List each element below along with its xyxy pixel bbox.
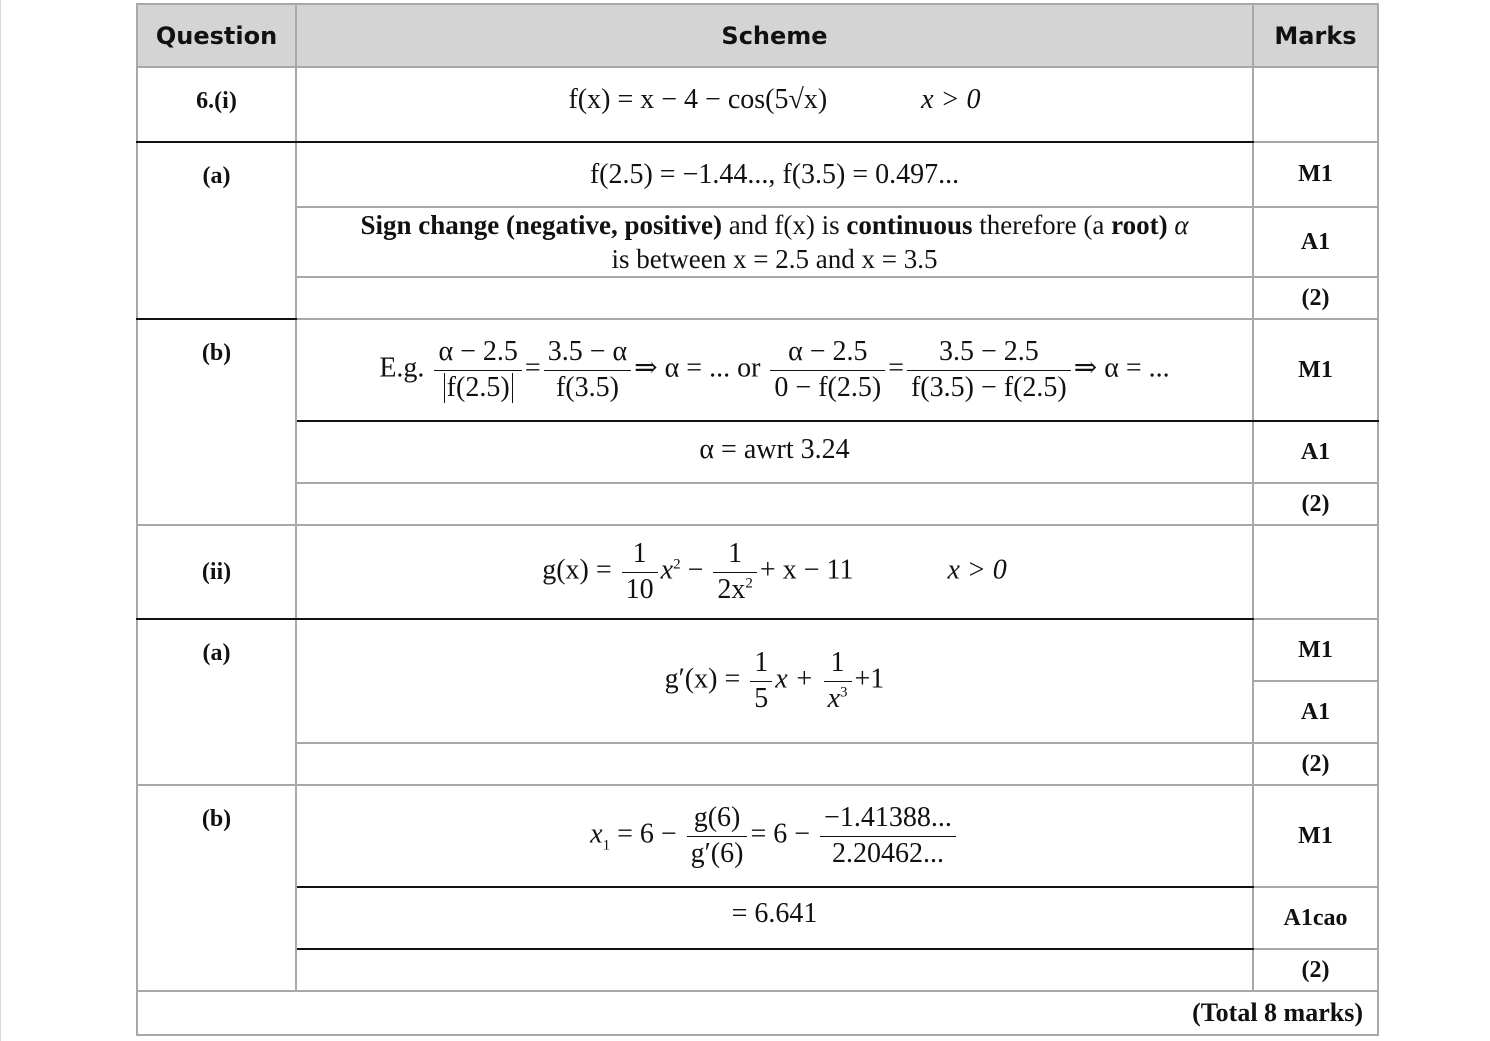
scheme-6iib-method (296, 785, 1253, 887)
row-6iia-1 (137, 619, 1378, 681)
f-domain: x > 0 (921, 84, 981, 115)
scheme-6iib-blank (296, 949, 1253, 991)
question-6iia-label: (a) (137, 619, 296, 785)
fx-text: f(x) (774, 210, 815, 240)
row-6iib-3 (137, 949, 1378, 991)
g-fraction-2-den (713, 573, 757, 606)
nr-eq-2: = 6 − (750, 818, 811, 850)
alpha-symbol: α (1174, 210, 1189, 240)
question-6ib-label: (b) (137, 319, 296, 525)
scheme-6ib-method: E.g. $\frac{\alpha - 2.5}{f(2.5)}$ = $\frac{3.5 - \alpha}{f(3.5)}$ ⇒ α = ... or $\frac{\alpha - 2.5}{0 - f(2.5)}$ = $\frac{3.5 - 2.5}{f(3.5) - f(2.5)}$ ⇒ α = ... (296, 319, 1253, 421)
mark-6ib-a1: A1 (1253, 421, 1378, 483)
scheme-6iia-derivative (296, 619, 1253, 743)
scheme-6ib-blank (296, 483, 1253, 525)
fraction-3-den: 0 − f(2.5) (774, 371, 882, 403)
mark-6iia-a1: A1 (1253, 681, 1378, 743)
or-text: or (737, 352, 761, 384)
gprime-fraction-2 (824, 648, 852, 715)
row-6ib-3 (137, 483, 1378, 525)
fraction-4 (907, 337, 1071, 404)
mark-6ia-a1: A1 (1253, 207, 1378, 277)
mark-6iia-total: (2) (1253, 743, 1378, 785)
total-row (137, 991, 1378, 1035)
scheme-6ia-explanation (296, 207, 1253, 277)
question-6ia-label: (a) (137, 142, 296, 319)
row-6ib-1 (137, 319, 1378, 421)
g-fraction-2-den-base: 2x (717, 573, 746, 605)
row-6ia-1 (137, 142, 1378, 207)
header-row (137, 4, 1378, 67)
g-lhs: g(x) = (542, 554, 612, 586)
row-6ii (137, 525, 1378, 619)
fraction-4-den: f(3.5) − f(2.5) (910, 371, 1067, 403)
gprime-fraction-1-num: 1 (750, 648, 772, 682)
gprime-fraction-2-den-exp: 3 (840, 684, 848, 701)
row-6iia-3 (137, 743, 1378, 785)
nr-fraction-1 (687, 803, 748, 870)
mark-6iib-total: (2) (1253, 949, 1378, 991)
scheme-6iib-answer: = 6.641 (296, 887, 1253, 949)
gprime-fraction-2-num: 1 (824, 648, 852, 682)
scheme-6ii (296, 525, 1253, 619)
is-text: is (821, 210, 840, 240)
gprime-rest: +1 (854, 663, 885, 695)
question-header: Question (137, 4, 296, 67)
nr-fraction-2 (820, 803, 956, 870)
between-text: is between x = 2.5 and x = 3.5 (611, 244, 938, 274)
fraction-1-den (434, 371, 521, 404)
row-6ib-2 (137, 421, 1378, 483)
gprime-fraction-1-den: 5 (754, 682, 769, 714)
root-text: root) (1111, 210, 1168, 240)
gprime-lhs: g′(x) = (664, 663, 741, 695)
implies-1: ⇒ α = ... (634, 352, 731, 384)
scheme-6i (296, 67, 1253, 142)
marks-6i (1253, 67, 1378, 142)
mark-6ib-m1: M1 (1253, 319, 1378, 421)
gprime-x-term: x + (775, 663, 814, 695)
mark-6iia-m1: M1 (1253, 619, 1378, 681)
marks-6ii (1253, 525, 1378, 619)
question-6ii-label: (ii) (137, 525, 296, 619)
scheme-6ia-values: f(2.5) = −1.44..., f(3.5) = 0.497... (296, 142, 1253, 207)
implies-2: ⇒ α = ... (1073, 352, 1170, 384)
therefore-text: therefore (a (979, 210, 1105, 240)
g-domain: x > 0 (947, 554, 1007, 586)
fraction-3 (770, 337, 885, 404)
continuous-text: continuous (846, 210, 973, 240)
row-6i (137, 67, 1378, 142)
fraction-1-num: α − 2.5 (434, 337, 521, 371)
g-fraction-1 (622, 539, 658, 606)
g-fraction-2-den-exp: 2 (745, 575, 753, 592)
g-x-exponent: 2 (673, 556, 681, 573)
gprime-fraction-2-den (824, 682, 852, 715)
nr-fraction-1-num: g(6) (687, 803, 748, 837)
row-6ia-3 (137, 277, 1378, 319)
question-6iib-label: (b) (137, 785, 296, 991)
fraction-2 (544, 337, 631, 404)
fraction-3-num: α − 2.5 (770, 337, 885, 371)
nr-eq-1: = 6 − (617, 818, 677, 850)
gprime-fraction-1 (750, 648, 772, 715)
fraction-4-num: 3.5 − 2.5 (907, 337, 1071, 371)
g-fraction-1-num: 1 (622, 539, 658, 573)
g-rest: + x − 11 (759, 554, 854, 586)
f-definition: f(x) = x − 4 − cos(5√x) (568, 84, 828, 115)
marks-header: Marks (1253, 4, 1378, 67)
g-minus: − (687, 554, 704, 586)
row-6iib-2 (137, 887, 1378, 949)
eg-text: E.g. (379, 352, 425, 384)
scheme-header: Scheme (296, 4, 1253, 67)
mark-6ib-total: (2) (1253, 483, 1378, 525)
x1-symbol: x (590, 818, 603, 850)
page-edge (0, 0, 1, 1041)
fraction-1-den-abs: f(2.5) (444, 373, 513, 404)
g-fraction-1-den: 10 (625, 573, 654, 605)
mark-6ia-total: (2) (1253, 277, 1378, 319)
scheme-6ia-blank (296, 277, 1253, 319)
x1-subscript: 1 (602, 837, 611, 854)
scheme-6iia-blank (296, 743, 1253, 785)
nr-fraction-2-num: −1.41388... (820, 803, 956, 837)
fraction-1 (434, 337, 521, 404)
nr-fraction-2-den: 2.20462... (831, 837, 944, 869)
mark-6iib-a1: A1cao (1253, 887, 1378, 949)
mark-6iib-m1: M1 (1253, 785, 1378, 887)
fraction-2-num: 3.5 − α (544, 337, 631, 371)
g-x-term: x (660, 554, 674, 586)
row-6iib-1 (137, 785, 1378, 887)
g-fraction-2-num: 1 (713, 539, 757, 573)
sign-change-text: Sign change (negative, positive) (360, 210, 722, 240)
mark-scheme-table (136, 3, 1379, 1036)
scheme-6ib-answer: α = awrt 3.24 (296, 421, 1253, 483)
row-6ia-2 (137, 207, 1378, 277)
nr-fraction-1-den: g′(6) (690, 837, 744, 869)
and-text: and (728, 210, 768, 240)
gprime-fraction-2-den-base: x (827, 682, 841, 714)
fraction-2-den: f(3.5) (555, 371, 619, 403)
question-6i-label: 6.(i) (137, 67, 296, 142)
mark-6ia-m1: M1 (1253, 142, 1378, 207)
g-fraction-2 (713, 539, 757, 606)
grand-total: (Total 8 marks) (137, 991, 1378, 1035)
